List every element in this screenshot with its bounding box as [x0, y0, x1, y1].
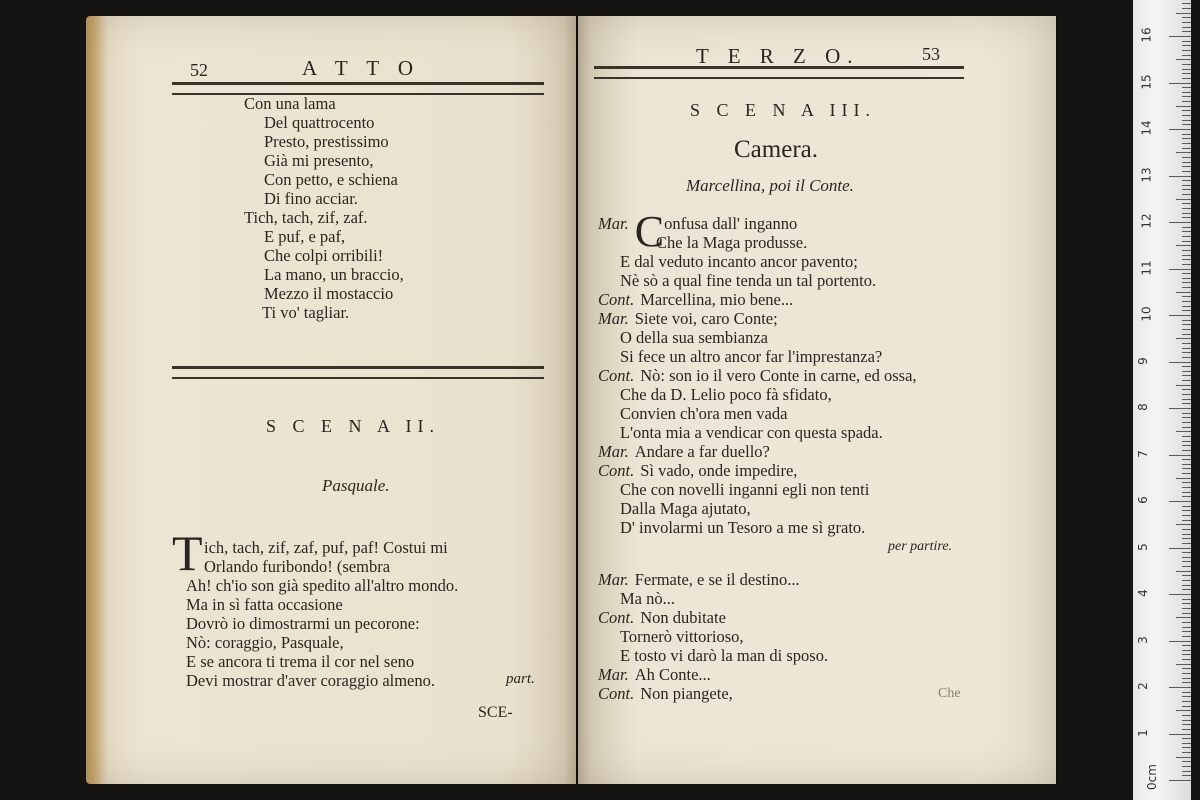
ruler-tick: [1182, 538, 1191, 539]
ruler-tick: [1182, 287, 1191, 288]
ruler-tick: [1182, 729, 1191, 730]
ruler-tick: [1182, 3, 1191, 4]
dialogue-line: [598, 570, 800, 589]
ruler-tick: [1176, 13, 1191, 14]
ruler-tick: [1169, 408, 1191, 409]
ruler-tick: [1182, 636, 1191, 637]
ruler-tick: [1182, 324, 1191, 325]
left-page: [86, 16, 576, 784]
ruler-tick: [1182, 534, 1191, 535]
verse-line: Già mi presento,: [264, 151, 374, 170]
running-head: A T T O: [302, 56, 421, 80]
ruler-tick: [1176, 59, 1191, 60]
ruler-tick: [1182, 87, 1191, 88]
dialogue-text: Andare a far duello?: [634, 442, 770, 461]
ruler-number: 6: [1135, 496, 1150, 504]
ruler-tick: [1182, 766, 1191, 767]
ruler-number: 12: [1139, 213, 1154, 229]
dialogue-line: [620, 423, 883, 442]
ruler-tick: [1169, 455, 1191, 456]
ruler-tick: [1182, 473, 1191, 474]
speaker-label: Mar.: [598, 442, 629, 461]
dialogue-line: [620, 385, 832, 404]
ruler-tick: [1169, 83, 1191, 84]
ruler-tick: [1182, 487, 1191, 488]
dialogue-line: [620, 499, 751, 518]
dialogue-text: L'onta mia a vendicar con questa spada.: [620, 423, 883, 442]
dialogue-text: Che da D. Lelio poco fà sfidato,: [620, 385, 832, 404]
verse-line: Del quattrocento: [264, 113, 375, 132]
ruler-tick: [1182, 366, 1191, 367]
ruler-tick: [1182, 22, 1191, 23]
ruler-tick: [1182, 654, 1191, 655]
dialogue-line: [598, 290, 793, 309]
dialogue-text: Non piangete,: [640, 684, 733, 703]
ruler-tick: [1182, 166, 1191, 167]
verse-line: Presto, prestissimo: [264, 132, 389, 151]
ruler-tick: [1182, 413, 1191, 414]
ruler-tick: [1182, 668, 1191, 669]
ruler-number: 1: [1135, 728, 1150, 737]
prose-line: Devi mostrar d'aver coraggio almeno.: [186, 671, 436, 690]
ruler-tick: [1176, 617, 1191, 618]
dialogue-text: E dal veduto incanto ancor pavento;: [620, 252, 858, 271]
ruler-tick: [1176, 199, 1191, 200]
ruler-tick: [1182, 543, 1191, 544]
ruler-tick: [1182, 585, 1191, 586]
ruler-tick: [1182, 213, 1191, 214]
dialogue-text: Fermate, e se il destino...: [634, 570, 800, 589]
ruler-tick: [1182, 682, 1191, 683]
ruler-tick: [1182, 561, 1191, 562]
ruler-tick: [1176, 245, 1191, 246]
ruler-tick: [1182, 510, 1191, 511]
ruler-number: 15: [1139, 73, 1154, 90]
ruler-tick: [1182, 701, 1191, 702]
verse-line: Di fino acciar.: [264, 189, 358, 208]
verse-line: Con una lama: [244, 94, 336, 113]
ruler-tick: [1182, 752, 1191, 753]
characters-line: Marcellina, poi il Conte.: [686, 176, 854, 195]
ruler-number: 7: [1135, 449, 1150, 458]
ruler-tick: [1182, 771, 1191, 772]
header-rule: [594, 66, 964, 79]
ruler-tick: [1182, 622, 1191, 623]
ruler-tick: [1182, 566, 1191, 567]
page-number: 52: [190, 60, 208, 80]
ruler-tick: [1182, 301, 1191, 302]
ruler-tick: [1182, 506, 1191, 507]
ruler-tick: [1182, 310, 1191, 311]
ruler-tick: [1182, 450, 1191, 451]
ruler-number: 3: [1135, 635, 1150, 644]
ruler-tick: [1169, 176, 1191, 177]
ruler-tick: [1182, 64, 1191, 65]
scene-heading: S C E N A III.: [690, 100, 877, 120]
ruler-tick: [1182, 236, 1191, 237]
dialogue-line: [598, 461, 797, 480]
dialogue-text: Ah Conte...: [634, 665, 711, 684]
ruler-number: 14: [1139, 120, 1154, 136]
ruler-tick: [1182, 162, 1191, 163]
ruler-tick: [1182, 552, 1191, 553]
ruler-tick: [1169, 734, 1191, 735]
dialogue-line: [620, 271, 876, 290]
dialogue-line: [620, 646, 828, 665]
ruler-tick: [1182, 45, 1191, 46]
verse-line: E puf, e paf,: [264, 227, 346, 246]
ruler-tick: [1182, 724, 1191, 725]
ruler-tick: [1182, 375, 1191, 376]
ruler-tick: [1176, 292, 1191, 293]
speaker-label: Cont.: [598, 684, 635, 703]
speaker-label: Mar.: [598, 309, 629, 328]
ruler-tick: [1182, 171, 1191, 172]
ruler-tick: [1182, 31, 1191, 32]
ruler-tick: [1182, 436, 1191, 437]
ruler-tick: [1182, 715, 1191, 716]
ruler-tick: [1182, 180, 1191, 181]
ruler-tick: [1176, 710, 1191, 711]
ruler-tick: [1182, 557, 1191, 558]
ruler-tick: [1182, 101, 1191, 102]
ruler-tick: [1182, 650, 1191, 651]
speaker-label: Cont.: [598, 461, 635, 480]
dialogue-text: Dalla Maga ajutato,: [620, 499, 751, 518]
speaker-label: Mar.: [598, 214, 629, 233]
dialogue-line: [620, 328, 768, 347]
dialogue-line: [620, 404, 787, 423]
dialogue-line: [620, 627, 744, 646]
ruler-tick: [1182, 92, 1191, 93]
dialogue-text: Che la Maga produsse.: [656, 233, 808, 252]
ruler-tick: [1182, 329, 1191, 330]
ruler-tick: [1169, 501, 1191, 502]
catchword: Che: [938, 686, 961, 701]
ruler-tick: [1182, 8, 1191, 9]
prose-line: Nò: coraggio, Pasquale,: [186, 633, 344, 652]
ruler-tick: [1169, 687, 1191, 688]
ruler-tick: [1182, 645, 1191, 646]
verse-line: Ti vo' tagliar.: [262, 303, 350, 322]
ruler-tick: [1182, 96, 1191, 97]
ruler-tick: [1182, 148, 1191, 149]
stage-direction: part.: [506, 671, 535, 687]
dialogue-line: [620, 589, 675, 608]
ruler-tick: [1176, 571, 1191, 572]
scene-heading: S C E N A II.: [266, 416, 441, 436]
ruler-tick: [1182, 496, 1191, 497]
dialogue-line: [656, 233, 807, 252]
ruler-tick: [1182, 743, 1191, 744]
ruler-tick: [1169, 36, 1191, 37]
dialogue-line: [598, 665, 711, 684]
ruler-tick: [1182, 515, 1191, 516]
ruler-tick: [1182, 427, 1191, 428]
ruler-tick: [1182, 417, 1191, 418]
location-title: Camera.: [734, 136, 818, 163]
ruler-tick: [1182, 631, 1191, 632]
dialogue-text: Che con novelli inganni egli non tenti: [620, 480, 870, 499]
ruler-tick: [1182, 599, 1191, 600]
speaker-label: Mar.: [598, 570, 629, 589]
ruler-number: 9: [1135, 356, 1150, 365]
ruler-unit-label: 0cm: [1144, 764, 1159, 790]
ruler-number: 11: [1139, 259, 1154, 276]
dialogue-text: O della sua sembianza: [620, 328, 768, 347]
dialogue-line: [888, 537, 952, 556]
ruler-tick: [1182, 659, 1191, 660]
open-book: [86, 16, 1058, 784]
dialogue-line: [620, 480, 869, 499]
ruler-tick: [1182, 575, 1191, 576]
dialogue-line: [620, 518, 865, 537]
ruler-tick: [1182, 231, 1191, 232]
dialogue-line: [598, 442, 770, 461]
running-head: T E R Z O.: [696, 44, 860, 68]
ruler-tick: [1182, 134, 1191, 135]
ruler-tick: [1182, 761, 1191, 762]
speaker-label: Mar.: [598, 665, 629, 684]
ruler-number: 10: [1139, 306, 1154, 322]
dialogue-text: D' involarmi un Tesoro a me sì grato.: [620, 518, 866, 537]
scene-divider-rule: [172, 366, 544, 379]
ruler-tick: [1182, 738, 1191, 739]
ruler-tick: [1182, 348, 1191, 349]
dialogue-text: Convien ch'ora men vada: [620, 404, 788, 423]
ruler-tick: [1176, 338, 1191, 339]
verse-line: Con petto, e schiena: [264, 170, 398, 189]
ruler-tick: [1182, 589, 1191, 590]
ruler-tick: [1182, 678, 1191, 679]
ruler-tick: [1182, 692, 1191, 693]
dialogue-line: [598, 366, 917, 385]
ruler-tick: [1182, 482, 1191, 483]
ruler-tick: [1182, 580, 1191, 581]
ruler-tick: [1182, 278, 1191, 279]
ruler-number: 8: [1135, 403, 1150, 411]
ruler-tick: [1182, 775, 1191, 776]
ruler-tick: [1182, 73, 1191, 74]
ruler-tick: [1182, 157, 1191, 158]
ruler-tick: [1182, 255, 1191, 256]
verse-line: Tich, tach, zif, zaf.: [244, 208, 368, 227]
speaker-label: Cont.: [598, 290, 635, 309]
ruler-tick: [1182, 27, 1191, 28]
drop-cap: C: [634, 207, 665, 256]
ruler-tick: [1182, 296, 1191, 297]
ruler-tick: [1182, 78, 1191, 79]
dialogue-text: Non dubitate: [640, 608, 726, 627]
ruler-tick: [1182, 203, 1191, 204]
ruler-tick: [1182, 110, 1191, 111]
ruler-number: 2: [1135, 682, 1150, 690]
ruler-tick: [1169, 269, 1191, 270]
dialogue-text: Si fece un altro ancor far l'imprestanza?: [620, 347, 883, 366]
ruler-tick: [1182, 194, 1191, 195]
ruler-tick: [1182, 422, 1191, 423]
ruler-tick: [1182, 259, 1191, 260]
ruler-tick: [1169, 315, 1191, 316]
ruler-tick: [1182, 399, 1191, 400]
ruler-tick: [1182, 603, 1191, 604]
ruler-number: 4: [1135, 589, 1150, 597]
ruler-tick: [1182, 608, 1191, 609]
ruler-tick: [1182, 264, 1191, 265]
ruler-tick: [1182, 357, 1191, 358]
ruler-tick: [1182, 696, 1191, 697]
ruler-tick: [1176, 524, 1191, 525]
ruler-tick: [1182, 380, 1191, 381]
character-name: Pasquale.: [322, 476, 390, 495]
ruler-tick: [1182, 120, 1191, 121]
ruler-tick: [1182, 273, 1191, 274]
ruler-tick: [1182, 50, 1191, 51]
ruler-tick: [1182, 464, 1191, 465]
ruler-tick: [1182, 343, 1191, 344]
ruler-tick: [1169, 780, 1191, 781]
catchword: SCE-: [478, 704, 513, 721]
dialogue-text: Ma nò...: [620, 589, 675, 608]
ruler-tick: [1169, 222, 1191, 223]
dialogue-text: Marcellina, mio bene...: [640, 290, 794, 309]
ruler-tick: [1176, 478, 1191, 479]
ruler-tick: [1182, 459, 1191, 460]
ruler-tick: [1176, 664, 1191, 665]
dialogue-text: Siete voi, caro Conte;: [634, 309, 778, 328]
ruler-tick: [1182, 371, 1191, 372]
ruler-tick: [1169, 548, 1191, 549]
ruler-tick: [1182, 529, 1191, 530]
verse-line: Mezzo il mostaccio: [264, 284, 394, 303]
speaker-label: Cont.: [598, 366, 635, 385]
ruler-tick: [1182, 394, 1191, 395]
ruler-tick: [1182, 227, 1191, 228]
ruler-tick: [1182, 706, 1191, 707]
header-rule: [172, 82, 544, 95]
dialogue-text: Sì vado, onde impedire,: [640, 461, 798, 480]
ruler-tick: [1176, 106, 1191, 107]
ruler-tick: [1182, 720, 1191, 721]
ruler-tick: [1182, 306, 1191, 307]
right-page: [578, 16, 1056, 784]
ruler-tick: [1182, 445, 1191, 446]
dialogue-line: [598, 684, 733, 703]
prose-line: Orlando furibondo! (sembra: [204, 557, 391, 576]
ruler-tick: [1176, 152, 1191, 153]
dialogue-line: [598, 309, 778, 328]
ruler-tick: [1182, 55, 1191, 56]
ruler-tick: [1182, 441, 1191, 442]
speaker-label: Cont.: [598, 608, 635, 627]
drop-cap: T: [172, 525, 203, 581]
ruler-tick: [1182, 185, 1191, 186]
prose-line: E se ancora ti trema il cor nel seno: [186, 652, 415, 671]
ruler-tick: [1182, 250, 1191, 251]
ruler-tick: [1182, 17, 1191, 18]
verse-line: Che colpi orribili!: [264, 246, 384, 265]
ruler-tick: [1182, 282, 1191, 283]
ruler-tick: [1182, 389, 1191, 390]
ruler-tick: [1169, 641, 1191, 642]
ruler-tick: [1176, 431, 1191, 432]
ruler-tick: [1182, 403, 1191, 404]
dialogue-line: [620, 252, 858, 271]
ruler-tick: [1182, 627, 1191, 628]
dialogue-line: [620, 347, 882, 366]
ruler-number: 16: [1139, 27, 1154, 43]
ruler-tick: [1176, 757, 1191, 758]
ruler-tick: [1182, 241, 1191, 242]
dialogue-text: E tosto vi darò la man di sposo.: [620, 646, 829, 665]
ruler-tick: [1182, 468, 1191, 469]
ruler-tick: [1182, 747, 1191, 748]
ruler-tick: [1182, 673, 1191, 674]
ruler-tick: [1182, 492, 1191, 493]
ruler-tick: [1182, 217, 1191, 218]
ruler-tick: [1176, 385, 1191, 386]
measuring-ruler: [1133, 0, 1191, 800]
ruler-tick: [1182, 69, 1191, 70]
dialogue-text: onfusa dall' inganno: [664, 214, 798, 233]
ruler-tick: [1169, 362, 1191, 363]
ruler-tick: [1169, 129, 1191, 130]
page-number: 53: [922, 44, 940, 64]
stage-direction: per partire.: [888, 539, 953, 554]
ruler-tick: [1169, 594, 1191, 595]
ruler-tick: [1182, 115, 1191, 116]
prose-line: ich, tach, zif, zaf, puf, paf! Costui mi: [204, 538, 448, 557]
ruler-tick: [1182, 138, 1191, 139]
ruler-tick: [1182, 613, 1191, 614]
ruler-tick: [1182, 189, 1191, 190]
dialogue-text: Nò: son io il vero Conte in carne, ed ossa,: [640, 366, 917, 385]
ruler-tick: [1182, 124, 1191, 125]
ruler-tick: [1182, 208, 1191, 209]
dialogue-line: [598, 608, 726, 627]
prose-line: Ah! ch'io son già spedito all'altro mondo.: [186, 576, 459, 595]
ruler-tick: [1182, 520, 1191, 521]
dialogue-text: Tornerò vittorioso,: [620, 627, 744, 646]
prose-line: Ma in sì fatta occasione: [186, 595, 343, 614]
ruler-tick: [1182, 41, 1191, 42]
ruler-tick: [1182, 352, 1191, 353]
ruler-tick: [1182, 320, 1191, 321]
verse-line: La mano, un braccio,: [264, 265, 404, 284]
ruler-tick: [1182, 334, 1191, 335]
ruler-tick: [1182, 143, 1191, 144]
ruler-number: 5: [1135, 542, 1150, 551]
prose-line: Dovrò io dimostrarmi un pecorone:: [186, 614, 420, 633]
ruler-number: 13: [1139, 166, 1154, 183]
dialogue-text: Nè sò a qual fine tenda un tal portento.: [620, 271, 877, 290]
